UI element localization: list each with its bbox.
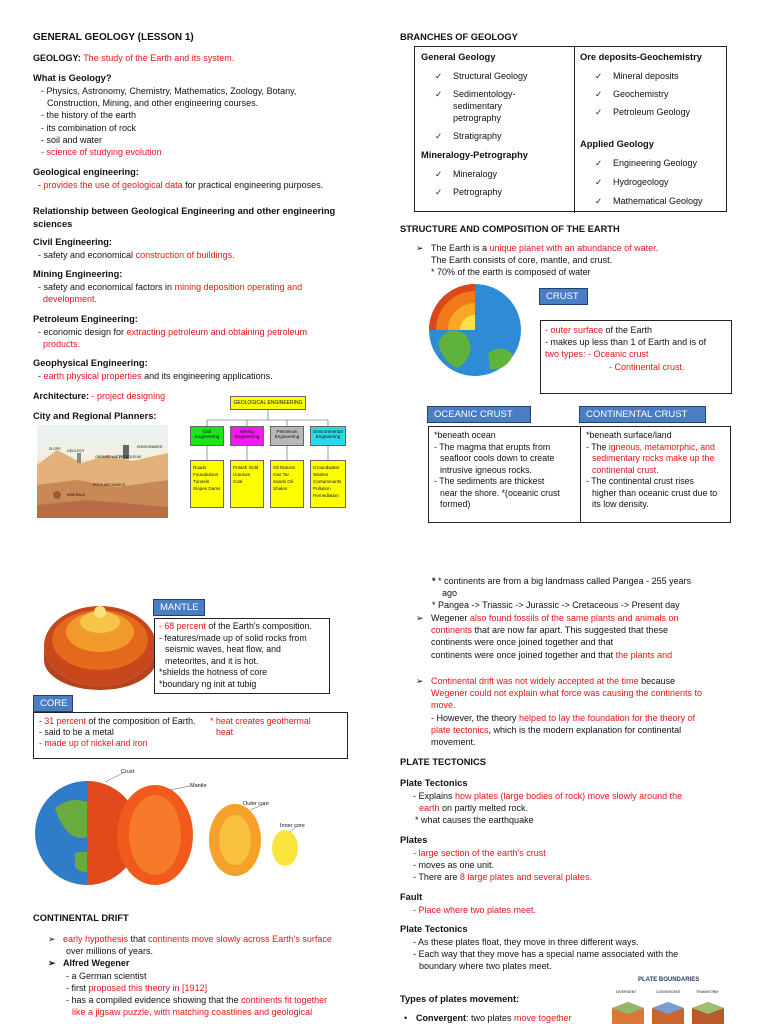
inner-core-layer-label: Inner core [280,823,305,829]
branches-table [414,46,727,212]
plates-heading: Plates [400,835,428,845]
geology-sketch-image: SLOPE GEOLOGY GROUND WATER PETROLEUM MINERALS ENVIRONMENT ROCK MECHANICS [37,425,168,518]
plate-boundaries-image: PLATE BOUNDARIES DIVERGENT CONVERGENT TRANSFORM [608,972,733,1024]
core-box: - 31 percent of the composition of Earth. - said to be a metal - made up of nickel and iron * heat creates geothermal heat [33,712,348,759]
city-planners-heading: City and Regional Planners: [33,411,157,421]
plate-movement-text: - As these plates float, they move in three different ways. - Each way that they move has a special name associated with the boundary where two plates meet. [413,937,679,972]
diagram-mining-items: Potash Gold Uranium Coal [230,460,264,508]
convergent-item: • Convergent: two plates move together [404,1012,572,1024]
applied-geology-list: ✓ Engineering Geology ✓ Hydrogeology ✓ Mathematical Geology [595,157,703,207]
mineralogy-list: ✓ Mineralogy ✓ Petrography [435,168,502,198]
mantle-box: - 68 percent of the Earth's composition. - features/made up of solid rocks from seismic waves, heat flow, and meteorites, and it is hot. *shields the hotness of core *boundary ng init at tubig [154,618,330,694]
plate-tectonics-heading: PLATE TECTONICS [400,757,486,767]
pangea-text: * * continents are from a big landmass called Pangea - 255 years ago * Pangea -> Triassic -> Jurassic -> Cretaceous -> Present day [432,576,692,611]
general-geology-list: ✓ Structural Geology ✓ Sedimentology- sedimentary petrography ✓ Stratigraphy [435,70,528,142]
earth-cutaway-image [428,283,523,378]
plate-tectonics-subheading: Plate Tectonics [400,778,468,788]
civil-heading: Civil Engineering: [33,237,113,247]
geology-definition: GEOLOGY: The study of the Earth and its system. [33,53,235,63]
structure-title: STRUCTURE AND COMPOSITION OF THE EARTH [400,224,620,234]
ore-deposits-head: Ore deposits-Geochemistry [580,52,702,62]
doc-title: GENERAL GEOLOGY (LESSON 1) [33,32,194,43]
fault-text: - Place where two plates meet. [413,905,537,915]
crust-box: - outer surface of the Earth - makes up less than 1 of Earth and is of two types: - Oceanic crust - Continental crust. [540,320,732,394]
branches-title: BRANCHES OF GEOLOGY [400,32,518,42]
crust-label: CRUST [539,288,588,305]
structure-text: ➢ The Earth is a unique planet with an abundance of water. The Earth consists of core, mantle, and crust. * 70% of the earth is composed of water [416,242,658,279]
civil-text: - safety and economical construction of buildings. [38,250,235,260]
general-geology-head: General Geology [421,52,496,62]
geo-eng-text: - provides the use of geological data for practical engineering purposes. [38,180,324,190]
earth-layers-image [35,768,325,893]
fossils-text: ➢ Wegener also found fossils of the same plants and animals on continents that are now far apart. This suggested that these continents were once joined together and that continents were once joined together and that the plants and [416,612,678,661]
oceanic-crust-label: OCEANIC CRUST [427,406,531,423]
acceptance-text: ➢ Continental drift was not widely accepted at the time because Wegener could not explain what force was causing the continents to move. - However, the theory helped to lay the foundation for the theory of plate tectonics, which is the modern explanation for continental movement. [416,675,702,748]
core-label: CORE [33,695,73,712]
fault-heading: Fault [400,892,423,902]
what-is-geology-heading: What is Geology? [33,73,112,83]
ore-deposits-list: ✓ Mineral deposits ✓ Geochemistry ✓ Petroleum Geology [595,70,690,118]
continental-crust-label: CONTINENTAL CRUST [579,406,706,423]
plates-text: - large section of the earth's crust - moves as one unit. - There are 8 large plates and several plates. [413,848,592,883]
mantle-image [30,600,154,690]
petroleum-text: - economic design for extracting petroleum and obtaining petroleum products. [38,327,308,350]
geo-eng-heading: Geological engineering: [33,167,139,177]
mining-text: - safety and economical factors in mining deposition operating and development. [38,282,303,305]
architecture-text: Architecture: - project designing [33,391,166,401]
diagram-environmental-items: Groundwater Wastes Contaminants Pollution Remediation [310,460,346,508]
continental-drift-heading: CONTINENTAL DRIFT [33,913,129,923]
plate-tectonics-heading-2: Plate Tectonics [400,924,468,934]
crust-types-table [428,426,731,523]
mining-heading: Mining Engineering: [33,269,123,279]
diagram-civil-items: Roads Foundations Tunnels Slopes Dams [190,460,224,508]
applied-geology-head: Applied Geology [580,139,654,149]
mantle-label: MANTLE [153,599,205,616]
crust-layer-label: Crust [121,769,135,775]
mantle-layer-label: Mantle [190,783,207,789]
diagram-environmental-box: Environmental Engineering [310,426,346,446]
what-is-geology-list: - Physics, Astronomy, Chemistry, Mathematics, Zoology, Botany, Construction, Mining, and other engineering courses. - the history of the earth - its combination of rock - soil and water - science of studying evolution [41,86,297,158]
outer-core-layer-label: Outer core [243,801,269,807]
oceanic-crust-text: *beneath ocean - The magma that erupts from seafloor cools down to create intrusive igneous rocks. - The sediments are thickest near the shore. *(oceanic crust formed) [434,430,560,509]
relationship-heading: Relationship between Geological Engineering and other engineering sciences [33,206,336,229]
plate-tectonics-text: - Explains how plates (large bodies of rock) move slowly around the earth on partly melted rock. * what causes the earthquake [413,791,683,826]
petroleum-heading: Petroleum Engineering: [33,314,138,324]
mineralogy-head: Mineralogy-Petrography [421,150,528,160]
geo-engineering-diagram [188,393,348,510]
plate-types-heading: Types of plates movement: [400,994,520,1004]
continental-drift-text: ➢ early hypothesis that continents move slowly across Earth's surface over millions of years. ➢ Alfred Wegener - a German scientist - first proposed this theory in [1912] - has a compiled evidence showing that the continents fit together like a jigsaw puzzle, with matching coastlines and geological [48,933,332,1018]
diagram-petroleum-items: Oil Natural Gas Tar Sands Oil Shales [270,460,304,508]
diagram-petroleum-box: Petroleum Engineering [270,426,304,446]
diagram-civil-box: Civil Engineering [190,426,224,446]
diagram-mining-box: Mining Engineering [230,426,264,446]
diagram-top-box: GEOLOGICAL ENGINEERING [230,396,306,410]
continental-crust-text: *beneath surface/land - The igneous, metamorphic, and sedimentary rocks make up the continental crust. - The continental crust rises higher than oceanic crust due to its low density. [586,430,718,509]
geophysical-text: - earth physical properties and its engineering applications. [38,371,273,381]
geophysical-heading: Geophysical Engineering: [33,358,148,368]
